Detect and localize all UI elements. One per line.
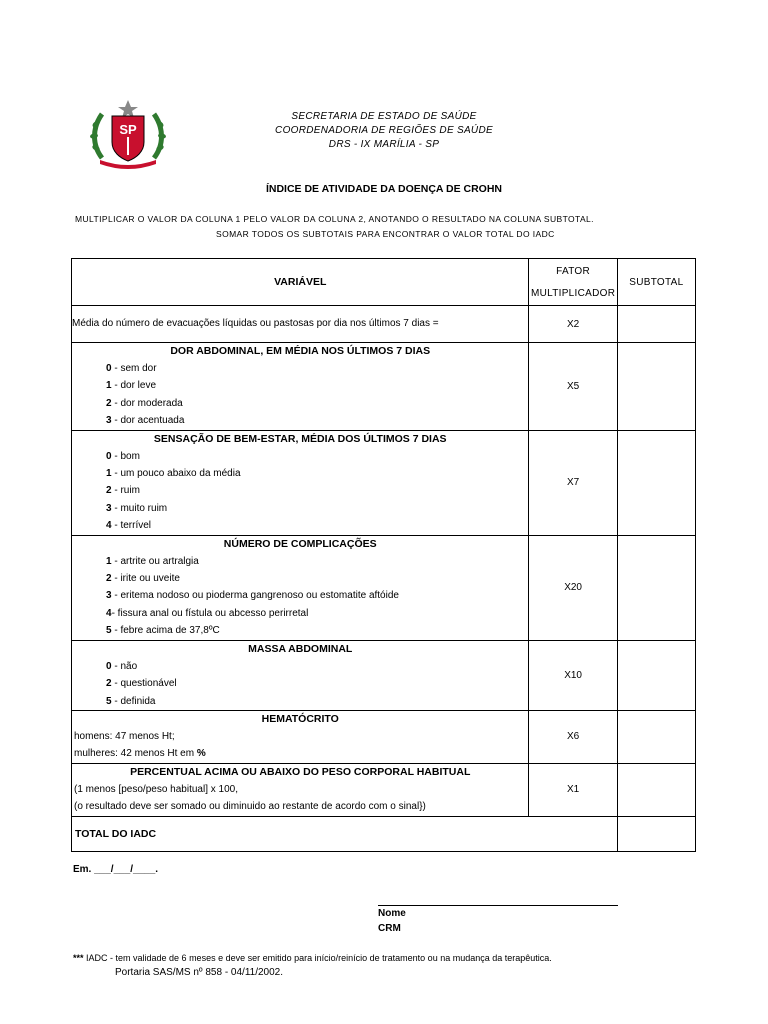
- bem-estar-subtotal-field[interactable]: [617, 430, 695, 535]
- evacuacoes-subtotal-field[interactable]: [617, 306, 695, 343]
- complicacoes-subtotal-field[interactable]: [617, 535, 695, 640]
- header-subtotal: SUBTOTAL: [617, 259, 695, 306]
- header-fator-line-1: FATOR: [556, 265, 591, 277]
- total-label: TOTAL DO IADC: [72, 816, 618, 851]
- list-item: 2 - dor moderada: [106, 397, 183, 409]
- peso-factor: X1: [529, 763, 617, 816]
- peso-title: PERCENTUAL ACIMA OU ABAIXO DO PESO CORPORAL HABITUAL: [130, 765, 471, 778]
- header-line-1: SECRETARIA DE ESTADO DE SAÚDE: [291, 111, 477, 122]
- list-item: 5 - febre acima de 37,8ºC: [106, 625, 220, 637]
- table-row-massa-abdominal: [72, 640, 696, 710]
- list-item: 0 - bom: [106, 450, 140, 462]
- footer-note: [73, 953, 552, 963]
- table-row-bem-estar: [72, 430, 696, 535]
- massa-factor: X10: [529, 640, 617, 710]
- iadc-table: [71, 258, 696, 852]
- hematocrito-line-1: homens: 47 menos Ht;: [74, 730, 175, 742]
- signature-name-label: Nome: [378, 908, 406, 919]
- header-line-2: COORDENADORIA DE REGIÕES DE SAÚDE: [275, 125, 493, 136]
- header-line-3: DRS - IX MARÍLIA - SP: [328, 139, 440, 150]
- signature-crm-label: CRM: [378, 923, 401, 934]
- table-row-complicacoes: [72, 535, 696, 640]
- dor-title: DOR ABDOMINAL, EM MÉDIA NOS ÚLTIMOS 7 DIAS: [170, 345, 431, 357]
- footer-note-text: IADC - tem validade de 6 meses e deve ser emitido para início/reinício de tratamento ou na mudança da terapêutica.: [83, 953, 552, 963]
- list-item: 2 - ruim: [106, 485, 140, 497]
- hematocrito-line-2: mulheres: 42 menos Ht em %: [74, 748, 206, 760]
- complicacoes-factor: X20: [529, 535, 617, 640]
- peso-line-1: (1 menos [peso/peso habitual] x 100,: [74, 783, 238, 795]
- table-header-row: [72, 259, 696, 306]
- list-item: 2 - irite ou uveite: [106, 573, 180, 585]
- dor-subtotal-field[interactable]: [617, 343, 695, 431]
- list-item: 0 - não: [106, 660, 138, 672]
- evacuacoes-label: Média do número de evacuações líquidas ou pastosas por dia nos últimos 7 dias =: [72, 306, 529, 343]
- table-row-hematocrito: [72, 710, 696, 763]
- date-line: Em. ___/___/____.: [73, 864, 159, 875]
- dor-cell: [72, 343, 529, 431]
- peso-line-2: (o resultado deve ser somado ou diminuido ao restante de acordo com o sinal}): [74, 801, 426, 813]
- bem-estar-cell: [72, 430, 529, 535]
- list-item: 4 - terrível: [106, 520, 152, 532]
- list-item: 3 - dor acentuada: [106, 415, 185, 427]
- massa-title: MASSA ABDOMINAL: [248, 642, 353, 655]
- table-row-peso-corporal: [72, 763, 696, 816]
- header-variavel: VARIÁVEL: [72, 259, 529, 306]
- bem-estar-title: SENSAÇÃO DE BEM-ESTAR, MÉDIA DOS ÚLTIMOS 7 DIAS: [153, 432, 447, 445]
- list-item: 0 - sem dor: [106, 363, 157, 374]
- complicacoes-cell: [72, 535, 529, 640]
- table-row-total: [72, 816, 696, 851]
- header-fator-line-2: MULTIPLICADOR: [530, 287, 616, 299]
- instruction-line-1: MULTIPLICAR O VALOR DA COLUNA 1 PELO VALOR DA COLUNA 2, ANOTANDO O RESULTADO NA COLUNA SUBTOTAL.: [75, 214, 594, 224]
- table-row-evacuacoes: [72, 306, 696, 343]
- evacuacoes-factor: X2: [529, 306, 617, 343]
- signature-line: [378, 905, 618, 906]
- svg-text:SP: SP: [119, 122, 137, 137]
- list-item: 1 - um pouco abaixo da média: [106, 468, 241, 480]
- total-subtotal-field[interactable]: [617, 816, 695, 851]
- table-row-dor-abdominal: [72, 343, 696, 431]
- list-item: 2 - questionável: [106, 678, 177, 690]
- header-fator: [529, 259, 617, 306]
- hematocrito-cell: [72, 710, 529, 763]
- list-item: 4- fissura anal ou fístula ou abcesso perirretal: [106, 607, 309, 619]
- hematocrito-factor: X6: [529, 710, 617, 763]
- massa-cell: [72, 640, 529, 710]
- massa-subtotal-field[interactable]: [617, 640, 695, 710]
- dor-factor: X5: [529, 343, 617, 431]
- instruction-line-2: SOMAR TODOS OS SUBTOTAIS PARA ENCONTRAR O VALOR TOTAL DO IADC: [216, 229, 555, 239]
- document-title: ÍNDICE DE ATIVIDADE DA DOENÇA DE CROHN: [265, 183, 503, 195]
- hematocrito-title: HEMATÓCRITO: [261, 712, 339, 725]
- list-item: 5 - definida: [106, 695, 156, 707]
- list-item: 1 - artrite ou artralgia: [106, 555, 199, 567]
- footer-prefix: ***: [73, 953, 84, 963]
- complicacoes-title: NÚMERO DE COMPLICAÇÕES: [223, 537, 377, 550]
- hematocrito-subtotal-field[interactable]: [617, 710, 695, 763]
- peso-cell: [72, 763, 529, 816]
- list-item: 3 - muito ruim: [106, 502, 168, 514]
- bem-estar-factor: X7: [529, 430, 617, 535]
- footer-portaria: Portaria SAS/MS nº 858 - 04/11/2002.: [115, 967, 284, 978]
- peso-subtotal-field[interactable]: [617, 763, 695, 816]
- list-item: 1 - dor leve: [106, 380, 157, 392]
- list-item: 3 - eritema nodoso ou pioderma gangrenoso ou estomatite aftóide: [106, 590, 399, 602]
